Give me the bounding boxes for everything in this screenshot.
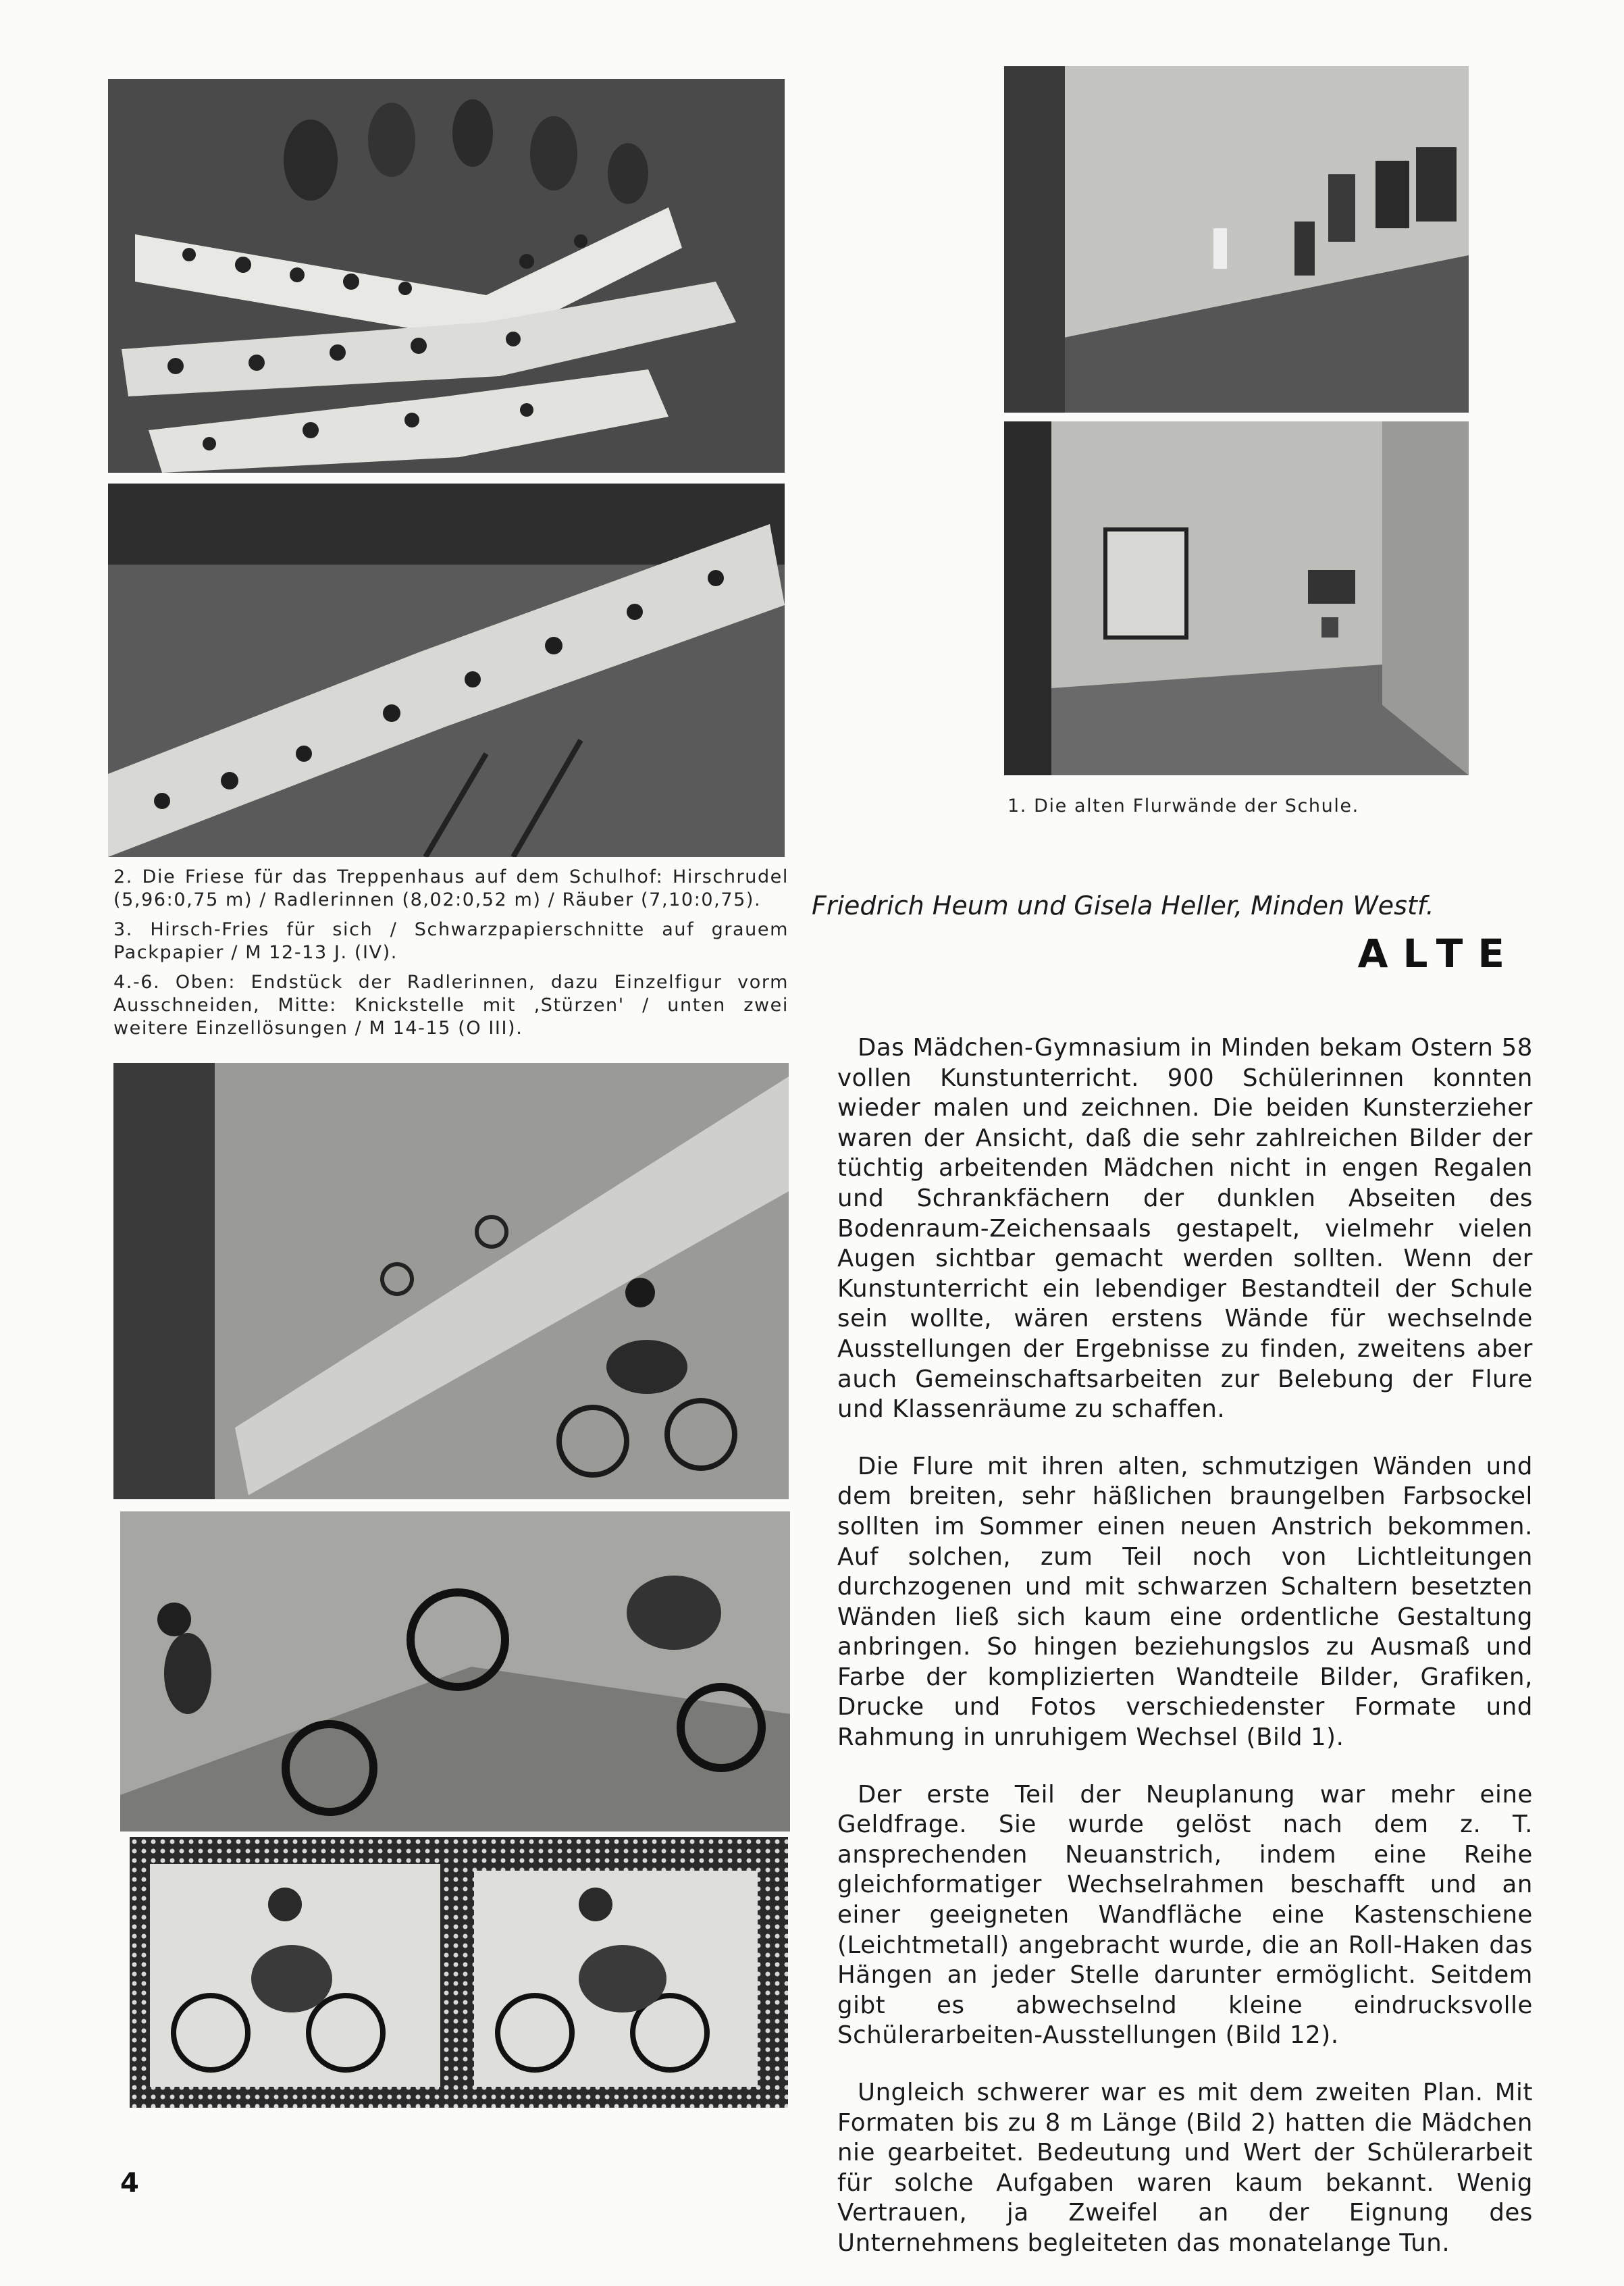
caption-fig3: 3. Hirsch-Fries für sich / Schwarzpapierschnitte auf grauem Packpapier / M 12-13 J. (IV). <box>113 919 789 963</box>
caption-fig4-6: 4.-6. Oben: Endstück der Radlerinnen, dazu Einzelfigur vorm Ausschneiden, Mitte: Knickstelle mit ‚Stürzen' / unten zwei weitere Einzellösungen / M 14-15 (O III). <box>113 972 789 1039</box>
article-body <box>837 1033 1533 2286</box>
paragraph: Das Mädchen-Gymnasium in Minden bekam Ostern 58 vollen Kunstunterricht. 900 Schülerinnen konnten wieder malen und zeichnen. Die beiden Kunsterzieher waren der Ansicht, daß die sehr zahlreichen Bilder der tüchtig arbeitenden Mädchen nicht in engen Regalen und Schrankfächern der dunklen Abseiten des Bodenraum-Zeichensaals gestapelt, vielmehr vielen Augen sichtbar gemacht werden sollten. Wenn der Kunstunterricht ein lebendiger Bestandteil der Schule sein wollte, wären erstens Wände für wechselnde Ausstellungen der Ergebnisse zu finden, zweitens aber auch Gemeinschaftsarbeiten zur Belebung der Flure und Klassenräume zu schaffen. <box>837 1034 1533 1424</box>
photo-deer-frieze <box>108 484 785 857</box>
paragraph: Ungleich schwerer war es mit dem zweiten Plan. Mit Formaten bis zu 8 m Länge (Bild 2) hatten die Mädchen nie gearbeitet. Bedeutung und Wert der Schülerarbeit für solche Aufgaben waren kaum bekannt. Wenig Vertrauen, ja Zweifel an der Eignung des Unternehmens begleiteten das monatelange Tun. <box>837 2079 1533 2257</box>
photo-stairwell-cyclists <box>113 1063 789 1499</box>
caption-fig2: 2. Die Friese für das Treppenhaus auf dem Schulhof: Hirschrudel (5,96:0,75 m) / Radlerinnen (8,02:0,52 m) / Räuber (7,10:0,75). <box>113 866 789 910</box>
photo-corridor-upper <box>1004 66 1469 413</box>
article-authors: Friedrich Heum und Gisela Heller, Minden Westf. <box>812 891 1434 920</box>
page-number: 4 <box>120 2168 139 2199</box>
caption-fig1-text: 1. Die alten Flurwände der Schule. <box>1007 796 1359 816</box>
photo-corridor-lower <box>1004 421 1469 775</box>
photo-two-cyclists <box>130 1837 788 2108</box>
caption-fig1 <box>1007 795 1480 825</box>
article-heading: ALTE <box>1357 931 1519 977</box>
photo-crease-cyclists <box>120 1511 790 1832</box>
paragraph: Der erste Teil der Neuplanung war mehr eine Geldfrage. Sie wurde gelöst nach dem z. T. ansprechenden Neuanstrich, indem eine Reihe gleichformatiger Wechselrahmen beschafft und an einer geeigneten Wandfläche eine Kastenschiene (Leichtmetall) angebracht wurde, die an Roll-Haken das Hängen an jeder Stelle darunter ermöglicht. Seitdem gibt es abwechselnd kleine eindrucksvolle Schülerarbeiten-Ausstellungen (Bild 12). <box>837 1780 1533 2050</box>
paragraph: Die Flure mit ihren alten, schmutzigen Wänden und dem breiten, sehr häßlichen braungelben Farbsockel sollten im Sommer einen neuen Anstrich bekommen. Auf solchen, zum Teil noch von Lichtleitungen durchzogenen und mit schwarzen Schaltern besetzten Wänden ließ sich kaum eine ordentliche Gestaltung anbringen. So hingen beziehungslos zu Ausmaß und Farbe der komplizierten Wandteile Bilder, Grafiken, Drucke und Fotos verschiedenster Formate und Rahmung in unruhigem Wechsel (Bild 1). <box>837 1452 1533 1752</box>
caption-block-left <box>113 866 789 1047</box>
photo-friezes-schoolyard <box>108 79 785 473</box>
